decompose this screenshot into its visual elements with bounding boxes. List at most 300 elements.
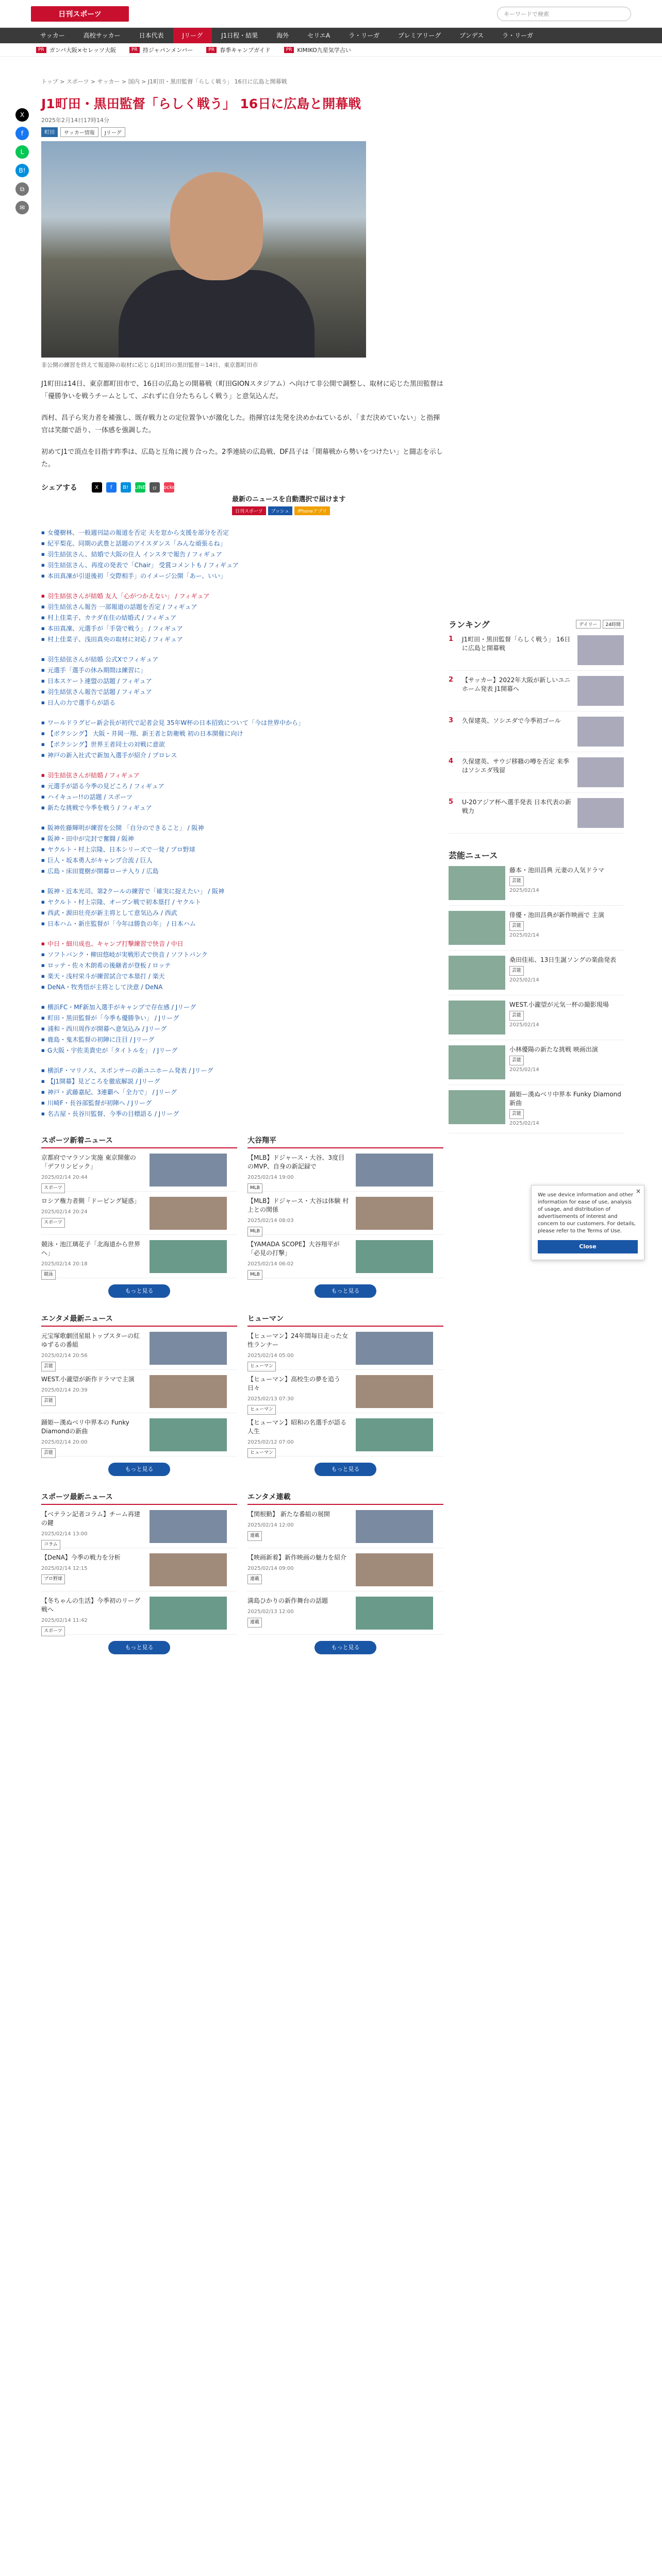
- ranking-tab[interactable]: 24時間: [603, 620, 624, 629]
- news-card[interactable]: [41, 1548, 237, 1591]
- card-title: 元宝塚歌劇団星組トップスターの紅ゆずるの番組: [41, 1332, 140, 1348]
- side-news-date: 2025/02/14: [509, 888, 539, 893]
- card-title: 【ヒューマン】昭和の名選手が語る人生: [247, 1419, 347, 1435]
- card-tag: スポーツ: [41, 1183, 65, 1193]
- side-entertainment-header: [449, 849, 624, 861]
- related-link[interactable]: ■ 【ボクシング】 大阪・井岡一翔、新王者と防衛戦 初の日本開催に向け: [41, 728, 443, 739]
- promo-badge: PR: [36, 47, 46, 53]
- related-link[interactable]: ■ 神戸・武藤嘉紀、3連覇へ「全力で」 / Jリーグ: [41, 1087, 443, 1098]
- card-title: WEST.小瀧望が新作ドラマで主演: [41, 1376, 135, 1383]
- related-link[interactable]: ■ 羽生結弦さんが結婚 公式Xでフィギュア: [41, 654, 443, 665]
- card-text: [247, 1154, 351, 1191]
- ranking-item[interactable]: [449, 752, 624, 793]
- card-thumbnail: [356, 1375, 433, 1408]
- ranking-title-text: J1町田・黒田監督「らしく戦う」 16日に広島と開幕戦: [462, 636, 571, 652]
- news-card[interactable]: [41, 1413, 237, 1456]
- ranking-number: 2: [449, 676, 454, 684]
- hatena-share-icon[interactable]: B!: [15, 164, 29, 177]
- side-news-title: 小林優陽の新たな挑戦 映画出演: [509, 1046, 598, 1053]
- mail-share-icon[interactable]: ✉: [15, 201, 29, 214]
- card-date: 2025/02/14 09:00: [247, 1566, 294, 1571]
- card-thumbnail: [150, 1197, 227, 1230]
- related-link[interactable]: ■ 女優樹林、一般週刊誌の報道を否定 夫を窓から支援を部分を否定: [41, 528, 443, 538]
- card-tag: MLB: [247, 1270, 262, 1280]
- nav-item[interactable]: セリエA: [307, 32, 330, 39]
- side-thumbnail: [449, 1090, 505, 1124]
- news-card[interactable]: [247, 1413, 443, 1456]
- related-link[interactable]: ■ 名古屋・長谷川監督、今季の目標語る / Jリーグ: [41, 1109, 443, 1120]
- related-link[interactable]: ■ 紀平梨花、同期の武豊と話題のアイスダンス「みんな頑張るね」: [41, 538, 443, 549]
- related-link[interactable]: ■ 横浜F・マリノス、スポンサーの新ユニホーム発表 / Jリーグ: [41, 1065, 443, 1076]
- link-copy-icon[interactable]: ⧉: [15, 182, 29, 196]
- related-link[interactable]: ■ 西武・源田壮亮が新主将として意気込み / 西武: [41, 908, 443, 919]
- promo-item[interactable]: [36, 46, 116, 54]
- card-date: 2025/02/12 07:00: [247, 1439, 294, 1445]
- related-link[interactable]: ■ 広島・床田寛樹が開幕ローテ入り / 広島: [41, 866, 443, 877]
- more-button[interactable]: もっと見る: [108, 1463, 170, 1476]
- link-group: [41, 939, 443, 993]
- share-label: シェアする: [41, 484, 77, 492]
- related-link[interactable]: ■ 巨人・坂本勇人がキャンプ合流 / 巨人: [41, 855, 443, 866]
- share-sidebar: [15, 108, 30, 219]
- article-paragraph: J1町田は14日、東京都町田市で、16日の広島との開幕戦（町田GIONスタジアム）へ向けて非公開で調整し、取材に応じた黒田監督は「優勝争いを戦うチームとして、ぶれずに自分たちらしく戦う」と意気込んだ。: [41, 380, 443, 400]
- share-button[interactable]: f: [106, 482, 117, 493]
- card-date: 2025/02/14 20:56: [41, 1353, 88, 1359]
- breadcrumb[interactable]: トップ > スポーツ > サッカー > 国内 > J1町田・黒田監督「らしく戦う」 16日に広島と開幕戦: [41, 78, 287, 85]
- card-text: [41, 1154, 144, 1191]
- card-text: [247, 1332, 351, 1369]
- related-link[interactable]: ■ 【ボクシング】世界王者同士の対戦に意欲: [41, 739, 443, 750]
- card-tag: ヒューマン: [247, 1405, 276, 1415]
- related-link[interactable]: ■ 元選手「選手の休み期間は練習に」: [41, 665, 443, 676]
- nav-item[interactable]: 高校サッカー: [83, 32, 121, 39]
- related-link[interactable]: ■ G大阪・宇佐美貴史が「タイトルを」 / Jリーグ: [41, 1045, 443, 1056]
- link-group: [41, 718, 443, 761]
- facebook-share-icon[interactable]: f: [15, 127, 29, 140]
- side-news-item[interactable]: [449, 906, 624, 951]
- card-title: 【映画新着】新作映画の魅力を紹介: [247, 1554, 347, 1561]
- section-title: エンタメ連載: [247, 1492, 443, 1505]
- side-news-tag: 芸能: [509, 1011, 524, 1021]
- share-row: [41, 482, 443, 493]
- more-button[interactable]: もっと見る: [108, 1284, 170, 1298]
- card-date: 2025/02/14 20:39: [41, 1387, 88, 1393]
- side-news-text: [509, 1090, 624, 1128]
- card-title: 踊姫ー漢ぬベリ中界本の Funky Diamondの新曲: [41, 1419, 129, 1435]
- card-text: [41, 1332, 144, 1369]
- card-thumbnail: [356, 1597, 433, 1630]
- related-link[interactable]: ■ 町田・黒田監督が「今季も優勝争い」 / Jリーグ: [41, 1013, 443, 1024]
- link-group: [41, 886, 443, 929]
- side-news-title: 藤本・池田昌典 元妻の人気ドラマ: [509, 867, 604, 874]
- related-link[interactable]: ■ ワールドラグビー新会長が初代で記者会見 35年W杯の日本招致について「今は世界中から」: [41, 718, 443, 728]
- card-title: 競泳・池江璃花子「北海道から世界へ」: [41, 1241, 141, 1257]
- card-text: [247, 1418, 351, 1455]
- related-link[interactable]: ■ 本田真凜、元選手が「手袋で戦う」 / フィギュア: [41, 623, 443, 634]
- more-button[interactable]: もっと見る: [108, 1641, 170, 1654]
- related-link[interactable]: ■ 新たな挑戦で今季を戦う / フィギュア: [41, 803, 443, 814]
- ranking-title-text: 【サッカー】2022年大阪が新しいユニホーム発表 J1開幕へ: [462, 676, 571, 692]
- card-tag: 連載: [247, 1618, 262, 1628]
- card-text: [247, 1240, 351, 1277]
- side-news-item[interactable]: [449, 1040, 624, 1085]
- card-title: 【ヒューマン】高校生の夢を追う日々: [247, 1376, 341, 1392]
- section-title: エンタメ最新ニュース: [41, 1313, 237, 1327]
- article-title: J1町田・黒田監督「らしく戦う」 16日に広島と開幕戦: [41, 96, 361, 111]
- link-group: [41, 770, 443, 814]
- news-section-grid: [41, 1135, 443, 1670]
- side-news-tag: 芸能: [509, 1109, 524, 1119]
- news-section: [41, 1313, 237, 1476]
- news-card[interactable]: [247, 1148, 443, 1192]
- card-text: [247, 1510, 351, 1543]
- more-button[interactable]: もっと見る: [315, 1284, 376, 1298]
- ranking-thumbnail: [577, 757, 624, 787]
- related-link[interactable]: ■ 羽生結弦さん、結婚で大阪の住人 インスタで報告 / フィギュア: [41, 549, 443, 560]
- related-link[interactable]: ■ 羽生結弦さんが結婚 / フィギュア: [41, 770, 443, 781]
- side-news-text: [509, 1001, 624, 1035]
- related-link[interactable]: ■ 阪神佐藤輝明が練習を公開 「自分のできること」 / 阪神: [41, 823, 443, 834]
- nav-item[interactable]: Jリーグ: [173, 28, 212, 43]
- card-thumbnail: [150, 1375, 227, 1408]
- card-tag: 連載: [247, 1574, 262, 1584]
- card-date: 2025/02/14 19:00: [247, 1175, 294, 1180]
- ranking-title: ランキング: [449, 620, 490, 630]
- latest-news-box: [232, 494, 449, 515]
- card-date: 2025/02/14 20:24: [41, 1209, 88, 1215]
- news-card[interactable]: [247, 1327, 443, 1370]
- side-news-tag: 芸能: [509, 876, 524, 886]
- side-news-date: 2025/02/14: [509, 1067, 539, 1073]
- promo-item[interactable]: [206, 46, 270, 54]
- news-section: [247, 1135, 443, 1298]
- ranking-title-text: 久保建英、ソシエダで今季初ゴール: [462, 717, 561, 724]
- share-button[interactable]: ロ: [150, 482, 160, 493]
- ranking-thumbnail: [577, 676, 624, 706]
- card-thumbnail: [150, 1332, 227, 1365]
- related-link[interactable]: ■ 楽天・浅村栄斗が練習試合で本塁打 / 楽天: [41, 971, 443, 982]
- side-thumbnail: [449, 866, 505, 900]
- card-tag: ヒューマン: [247, 1362, 276, 1371]
- related-link[interactable]: ■ 日人の力で選手らが語る: [41, 698, 443, 708]
- news-card[interactable]: [247, 1192, 443, 1235]
- related-link[interactable]: ■ 川崎F・長谷部監督が初陣へ / Jリーグ: [41, 1098, 443, 1109]
- side-news-title: WEST.小瀧望が元気一杯の撮影現場: [509, 1001, 609, 1008]
- line-share-icon[interactable]: L: [15, 145, 29, 159]
- latest-button[interactable]: 日刊スポーツ: [232, 506, 266, 515]
- news-card[interactable]: [41, 1370, 237, 1413]
- ranking-number: 4: [449, 757, 454, 765]
- related-link[interactable]: ■ 阪神・近本光司、第2クールの練習で「確実に捉えたい」 / 阪神: [41, 886, 443, 897]
- promo-item[interactable]: [284, 46, 351, 54]
- promo-badge: PR: [284, 47, 294, 53]
- more-button[interactable]: もっと見る: [315, 1463, 376, 1476]
- card-tag: 芸能: [41, 1396, 56, 1406]
- news-section: [247, 1492, 443, 1654]
- related-link[interactable]: ■ 元選手が語る今季の見どころ / フィギュア: [41, 781, 443, 792]
- cookie-text: We use device information and other information for ease of use, analysis of usage, and distribution of advertisements of interest and concern to our customers. For details, please refer to the Terms of Use.: [538, 1192, 636, 1234]
- news-card[interactable]: [41, 1192, 237, 1235]
- card-title: 【関根勤】 新たな番組の展開: [247, 1511, 330, 1518]
- side-entertainment-title: 芸能ニュース: [449, 851, 498, 860]
- right-sidebar: [449, 618, 624, 1133]
- section-title: スポーツ新着ニュース: [41, 1135, 237, 1148]
- share-button[interactable]: LINE: [135, 482, 145, 493]
- link-group: [41, 1065, 443, 1120]
- cookie-banner: [531, 1185, 644, 1260]
- promo-bar: [0, 43, 662, 57]
- card-text: [247, 1597, 351, 1629]
- related-link[interactable]: ■ 日本スケート連盟の話題 / フィギュア: [41, 676, 443, 687]
- related-link[interactable]: ■ 本田真凜が引退後初「交際相手」のイメージ公開「あー、いい」: [41, 571, 443, 582]
- section-title: ヒューマン: [247, 1313, 443, 1327]
- news-section: [41, 1135, 237, 1298]
- promo-badge: PR: [206, 47, 217, 53]
- news-card[interactable]: [41, 1327, 237, 1370]
- card-thumbnail: [356, 1510, 433, 1543]
- link-group: [41, 591, 443, 645]
- news-card[interactable]: [41, 1505, 237, 1548]
- news-card[interactable]: [247, 1235, 443, 1278]
- ranking-number: 5: [449, 798, 454, 806]
- search-input[interactable]: キーワードで検索: [497, 7, 631, 21]
- photo-caption: 非公開の練習を終えて報道陣の取材に応じるJ1町田の黒田監督＝14日、東京都町田市: [41, 362, 258, 368]
- card-date: 2025/02/14 08:03: [247, 1218, 294, 1224]
- news-card[interactable]: [41, 1148, 237, 1192]
- card-title: 京都府でマラソン実施 東京開催の「デフリンピック」: [41, 1154, 136, 1170]
- section-title: スポーツ最新ニュース: [41, 1492, 237, 1505]
- card-title: 【ヒューマン】24年間毎日走った女性ランナー: [247, 1332, 349, 1348]
- latest-news-title: 最新のニュースを自動選択で届けます: [232, 496, 346, 503]
- card-tag: MLB: [247, 1227, 262, 1236]
- related-link[interactable]: ■ ソフトバンク・柳田悠岐が実戦形式で快音 / ソフトバンク: [41, 950, 443, 960]
- card-tag: 芸能: [41, 1362, 56, 1371]
- card-thumbnail: [356, 1553, 433, 1586]
- nav-item[interactable]: 海外: [276, 32, 289, 39]
- more-button[interactable]: もっと見る: [315, 1641, 376, 1654]
- news-section: [247, 1313, 443, 1476]
- section-title: 大谷翔平: [247, 1135, 443, 1148]
- nav-item[interactable]: ブンデス: [459, 32, 484, 39]
- related-link[interactable]: ■ DeNA・牧秀悟が主将として決意 / DeNA: [41, 982, 443, 993]
- related-link-groups: [41, 528, 443, 1120]
- card-title: 【ベテラン記者コラム】チーム再建の鍵: [41, 1511, 140, 1527]
- card-title: 【MLB】ドジャース・大谷は体験 村上との関係: [247, 1197, 349, 1213]
- related-link[interactable]: ■ ヤクルト・村上宗隆、オープン戦で初本塁打 / ヤクルト: [41, 897, 443, 908]
- card-title: 【MLB】ドジャース・大谷、3度目のMVP、自身の新記録で: [247, 1154, 345, 1170]
- news-card[interactable]: [247, 1548, 443, 1591]
- related-link[interactable]: ■ ロッテ・佐々木朗希の後継者が登板 / ロッテ: [41, 960, 443, 971]
- card-tag: MLB: [247, 1183, 262, 1193]
- side-thumbnail: [449, 911, 505, 945]
- tag-chip[interactable]: サッカー情報: [60, 127, 98, 137]
- card-tag: 連載: [247, 1531, 262, 1541]
- x-share-icon[interactable]: X: [15, 108, 29, 122]
- ranking-header: [449, 618, 624, 630]
- card-date: 2025/02/14 20:44: [41, 1175, 88, 1180]
- related-link[interactable]: ■ 村上佳菜子、カナダ在住の結婚式 / フィギュア: [41, 613, 443, 623]
- nav-item[interactable]: プレミアリーグ: [398, 32, 441, 39]
- link-group: [41, 528, 443, 582]
- card-date: 2025/02/14 06:02: [247, 1261, 294, 1267]
- card-tag: プロ野球: [41, 1574, 65, 1584]
- card-title: 【冬ちゃんの生活】今季初のリーグ戦へ: [41, 1597, 141, 1613]
- side-news-title: 踊姫ー漢ぬベリ中界本 Funky Diamond 新曲: [509, 1091, 621, 1107]
- close-icon[interactable]: ×: [635, 1188, 641, 1195]
- related-link[interactable]: ■ ヤクルト・村上宗隆、日本シリーズで一発 / プロ野球: [41, 844, 443, 855]
- card-text: [247, 1375, 351, 1412]
- latest-button[interactable]: iPhoneアプリ: [294, 506, 330, 515]
- news-card[interactable]: [247, 1370, 443, 1413]
- card-text: [41, 1197, 144, 1229]
- card-thumbnail: [150, 1418, 227, 1451]
- news-card[interactable]: [247, 1505, 443, 1548]
- related-link[interactable]: ■ 羽生結弦さん、再度の発表で「Chair」 受賞コメントも / フィギュア: [41, 560, 443, 571]
- card-thumbnail: [150, 1553, 227, 1586]
- side-news-tag: 芸能: [509, 921, 524, 931]
- card-tag: コラム: [41, 1540, 60, 1550]
- promo-text: ガンバ大阪×セレッソ大阪: [49, 46, 117, 54]
- news-card[interactable]: [247, 1591, 443, 1635]
- side-thumbnail: [449, 956, 505, 990]
- promo-text: KIMIKO九星気学占い: [297, 46, 351, 54]
- card-tag: ヒューマン: [247, 1448, 276, 1458]
- top-header: [0, 0, 662, 28]
- article-tags: [41, 127, 443, 137]
- share-button[interactable]: B!: [121, 482, 131, 493]
- link-group: [41, 654, 443, 708]
- card-title: 満島ひかりの新作舞台の話題: [247, 1597, 328, 1604]
- side-news-text: [509, 866, 624, 900]
- link-group: [41, 823, 443, 877]
- side-news-item[interactable]: [449, 1085, 624, 1133]
- article-paragraph: 初めてJ1で頂点を目指す昨季は、広島と互角に渡り合った。2季連続の広島戦、DF昌子は「開幕戦から勢いをつけたい」と闘志を示した。: [41, 448, 443, 468]
- nav-item[interactable]: ラ・リーガ: [349, 32, 380, 39]
- side-news-item[interactable]: [449, 951, 624, 995]
- ranking-list: [449, 630, 624, 834]
- side-news-item[interactable]: [449, 861, 624, 906]
- ranking-title-text: U-20アジア杯へ選手発表 日本代表の新戦力: [462, 799, 571, 815]
- related-link[interactable]: ■ 阪神・田中が完封で奮闘 / 阪神: [41, 834, 443, 844]
- card-text: [247, 1197, 351, 1234]
- ranking-tab[interactable]: デイリー: [576, 620, 600, 629]
- nav-item[interactable]: 日本代表: [139, 32, 164, 39]
- ranking-number: 1: [449, 635, 454, 643]
- ranking-item[interactable]: [449, 630, 624, 671]
- latest-button[interactable]: プッシュ: [268, 506, 292, 515]
- ranking-title-text: 久保建英、サウジ移籍の噂を否定 来季はソシエダ残留: [462, 758, 569, 774]
- card-text: [41, 1597, 144, 1634]
- related-link[interactable]: ■ 中日・細川成也、キャンプ打撃練習で快音 / 中日: [41, 939, 443, 950]
- card-thumbnail: [356, 1332, 433, 1365]
- side-news-title: 桑田佳祐、13日生誕ソングの楽曲発表: [509, 956, 617, 963]
- promo-text: 持ジャパンメンバー: [142, 46, 193, 54]
- card-date: 2025/02/14 05:00: [247, 1353, 294, 1359]
- side-news-date: 2025/02/14: [509, 1121, 539, 1126]
- site-logo[interactable]: 日刊スポーツ: [31, 6, 129, 22]
- share-button[interactable]: Pocket: [164, 482, 174, 493]
- ranking-number: 3: [449, 717, 454, 724]
- side-news-item[interactable]: [449, 995, 624, 1040]
- news-card[interactable]: [41, 1235, 237, 1278]
- article-paragraph: 西村、昌子ら実力者を補強し、既存戦力との定位置争いが激化した。指揮官は先発を決めかねているが、「まだ決めていない」と指揮官は笑顔で語り、一体感を強調した。: [41, 414, 440, 434]
- news-card[interactable]: [41, 1591, 237, 1635]
- side-thumbnail: [449, 1045, 505, 1079]
- nav-item[interactable]: サッカー: [40, 32, 65, 39]
- card-date: 2025/02/14 12:15: [41, 1566, 88, 1571]
- link-group: [41, 1002, 443, 1056]
- related-link[interactable]: ■ 横浜FC・MF新加入選手がキャンプで存在感 / Jリーグ: [41, 1002, 443, 1013]
- promo-item[interactable]: [129, 46, 193, 54]
- card-thumbnail: [356, 1418, 433, 1451]
- related-link[interactable]: ■ ハイキュー!!の話題 / スポーツ: [41, 792, 443, 803]
- ranking-thumbnail: [577, 798, 624, 828]
- side-news-text: [509, 1045, 624, 1079]
- related-link[interactable]: ■ 羽生結弦さん報告で話題 / フィギュア: [41, 687, 443, 698]
- card-title: 【DeNA】今季の戦力を分析: [41, 1554, 121, 1561]
- card-date: 2025/02/14 11:42: [41, 1618, 88, 1623]
- card-date: 2025/02/14 13:00: [41, 1531, 88, 1537]
- related-link[interactable]: ■ 村上佳菜子、浅田真央の取材に対応 / フィギュア: [41, 634, 443, 645]
- related-link[interactable]: ■ 羽生結弦さん報告 一部報道の話題を否定 / フィギュア: [41, 602, 443, 613]
- news-section: [41, 1492, 237, 1654]
- side-news-text: [509, 956, 624, 990]
- nav-item[interactable]: ラ・リーガ: [502, 32, 533, 39]
- card-thumbnail: [356, 1240, 433, 1273]
- tag-chip[interactable]: 町田: [41, 127, 58, 137]
- related-link[interactable]: ■ 鹿島・鬼木監督の初陣に注目 / Jリーグ: [41, 1035, 443, 1045]
- card-date: 2025/02/14 20:00: [41, 1439, 88, 1445]
- side-news-date: 2025/02/14: [509, 933, 539, 938]
- ranking-item[interactable]: [449, 793, 624, 834]
- cookie-close-button[interactable]: Close: [538, 1240, 638, 1253]
- card-thumbnail: [150, 1597, 227, 1630]
- side-news-text: [509, 911, 624, 945]
- card-text: [247, 1553, 351, 1586]
- card-thumbnail: [150, 1154, 227, 1187]
- share-button[interactable]: X: [92, 482, 102, 493]
- tag-chip[interactable]: Jリーグ: [101, 127, 125, 137]
- card-tag: スポーツ: [41, 1626, 65, 1636]
- card-date: 2025/02/13 12:00: [247, 1609, 294, 1615]
- card-date: 2025/02/14 20:18: [41, 1261, 88, 1267]
- card-title: ロシア権力者側「ドーピング疑惑」: [41, 1197, 140, 1205]
- nav-item[interactable]: J1日程・結果: [221, 32, 258, 39]
- promo-text: 春季キャンプガイド: [220, 46, 271, 54]
- main-nav: [0, 28, 662, 43]
- ranking-item[interactable]: [449, 711, 624, 752]
- card-thumbnail: [150, 1240, 227, 1273]
- card-text: [41, 1240, 144, 1277]
- card-title: 【YAMADA SCOPE】大谷翔平が「必見の打撃」: [247, 1241, 340, 1257]
- related-link[interactable]: ■ 日本ハム・新庄監督が「今年は勝負の年」 / 日本ハム: [41, 919, 443, 929]
- card-text: [41, 1553, 144, 1586]
- related-link[interactable]: ■ 神戸の新入社式で新加入選手が紹介 / プロレス: [41, 750, 443, 761]
- card-tag: スポーツ: [41, 1218, 65, 1228]
- side-news-title: 俳優・池田昌典が新作映画で 主演: [509, 911, 604, 919]
- side-news-tag: 芸能: [509, 1056, 524, 1065]
- card-date: 2025/02/14 12:00: [247, 1522, 294, 1528]
- ranking-thumbnail: [577, 635, 624, 665]
- side-news-date: 2025/02/14: [509, 977, 539, 983]
- related-link[interactable]: ■ 羽生結弦さんが結婚 友人「心がつかえない」 / フィギュア: [41, 591, 443, 602]
- card-tag: 芸能: [41, 1448, 56, 1458]
- side-entertainment-list: [449, 861, 624, 1133]
- related-link[interactable]: ■ 【J1開幕】見どころを徹底解説 / Jリーグ: [41, 1076, 443, 1087]
- card-text: [41, 1510, 144, 1547]
- ranking-item[interactable]: [449, 671, 624, 711]
- related-link[interactable]: ■ 浦和・西川周作が開幕へ意気込み / Jリーグ: [41, 1024, 443, 1035]
